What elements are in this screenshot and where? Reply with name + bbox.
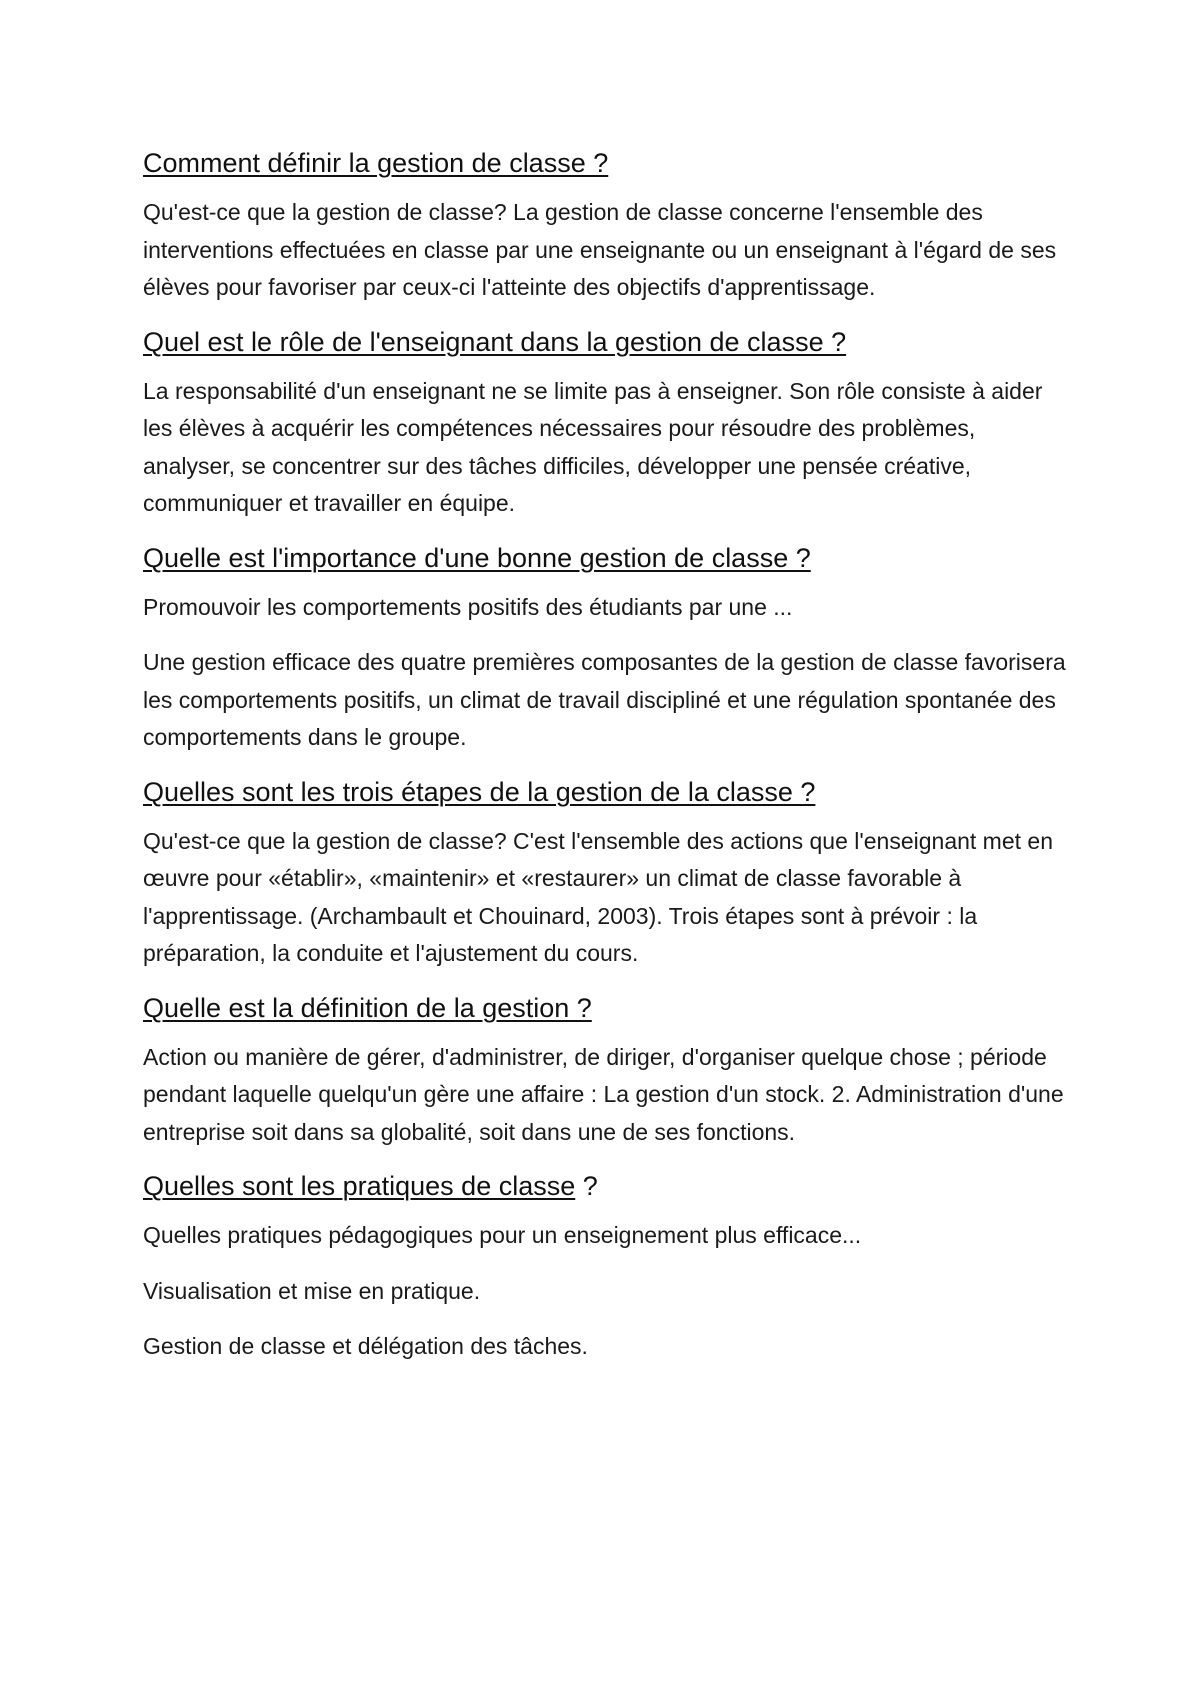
heading-text: Quelles sont les trois étapes de la gestion de la classe ? bbox=[143, 776, 816, 807]
section-5 bbox=[143, 991, 1073, 1152]
paragraph: Visualisation et mise en pratique. bbox=[143, 1277, 481, 1304]
heading-suffix: ? bbox=[575, 1171, 598, 1201]
paragraph: Qu'est-ce que la gestion de classe? C'est l'ensemble des actions que l'enseignant met en œuvre pour «établir», «maintenir» et «restaurer» un climat de classe favorable à l'apprentissage. (Archambault et Chouinard, 2003). Trois étapes sont à prévoir : la préparation, la conduite et l'ajustement du cours. bbox=[143, 827, 1053, 966]
document-body bbox=[143, 146, 1073, 1384]
heading-text: Quel est le rôle de l'enseignant dans la gestion de classe ? bbox=[143, 326, 847, 357]
section-heading bbox=[143, 775, 1073, 809]
heading-text: Quelle est la définition de la gestion ? bbox=[143, 992, 592, 1023]
paragraph: La responsabilité d'un enseignant ne se limite pas à enseigner. Son rôle consiste à aider les élèves à acquérir les compétences nécessaires pour résoudre des problèmes, analyser, se concentrer sur des tâches difficiles, développer une pensée créative, communiquer et travailler en équipe. bbox=[143, 377, 1043, 516]
heading-text: Comment définir la gestion de classe ? bbox=[143, 148, 609, 178]
heading-text: Quelles sont les pratiques de classe bbox=[143, 1171, 576, 1201]
paragraph: Une gestion efficace des quatre premières composantes de la gestion de classe favorisera les comportements positifs, un climat de travail discipliné et une régulation spontanée des comportements dans le groupe. bbox=[143, 649, 1066, 750]
section-3 bbox=[143, 541, 1073, 757]
paragraph: Promouvoir les comportements positifs des étudiants par une ... bbox=[143, 593, 793, 620]
section-heading bbox=[143, 325, 1073, 359]
heading-text: Quelle est l'importance d'une bonne gestion de classe ? bbox=[143, 542, 811, 573]
paragraph: Quelles pratiques pédagogiques pour un enseignement plus efficace... bbox=[143, 1222, 862, 1248]
paragraph: Gestion de classe et délégation des tâches. bbox=[143, 1333, 588, 1359]
section-4 bbox=[143, 775, 1073, 973]
paragraph: Qu'est-ce que la gestion de classe? La gestion de classe concerne l'ensemble des interventions effectuées en classe par une enseignante ou un enseignant à l'égard de ses élèves pour favoriser par ceux-ci l'atteinte des objectifs d'apprentissage. bbox=[143, 199, 1057, 300]
section-6 bbox=[143, 1169, 1073, 1366]
section-heading bbox=[143, 541, 1073, 575]
section-1 bbox=[143, 146, 1073, 307]
section-heading bbox=[143, 146, 1073, 180]
section-heading bbox=[143, 991, 1073, 1025]
paragraph: Action ou manière de gérer, d'administrer, de diriger, d'organiser quelque chose ; période pendant laquelle quelqu'un gère une affaire : La gestion d'un stock. 2. Administration d'une entreprise soit dans sa globalité, soit dans une de ses fonctions. bbox=[143, 1043, 1064, 1145]
section-2 bbox=[143, 325, 1073, 523]
section-heading bbox=[143, 1169, 1073, 1203]
